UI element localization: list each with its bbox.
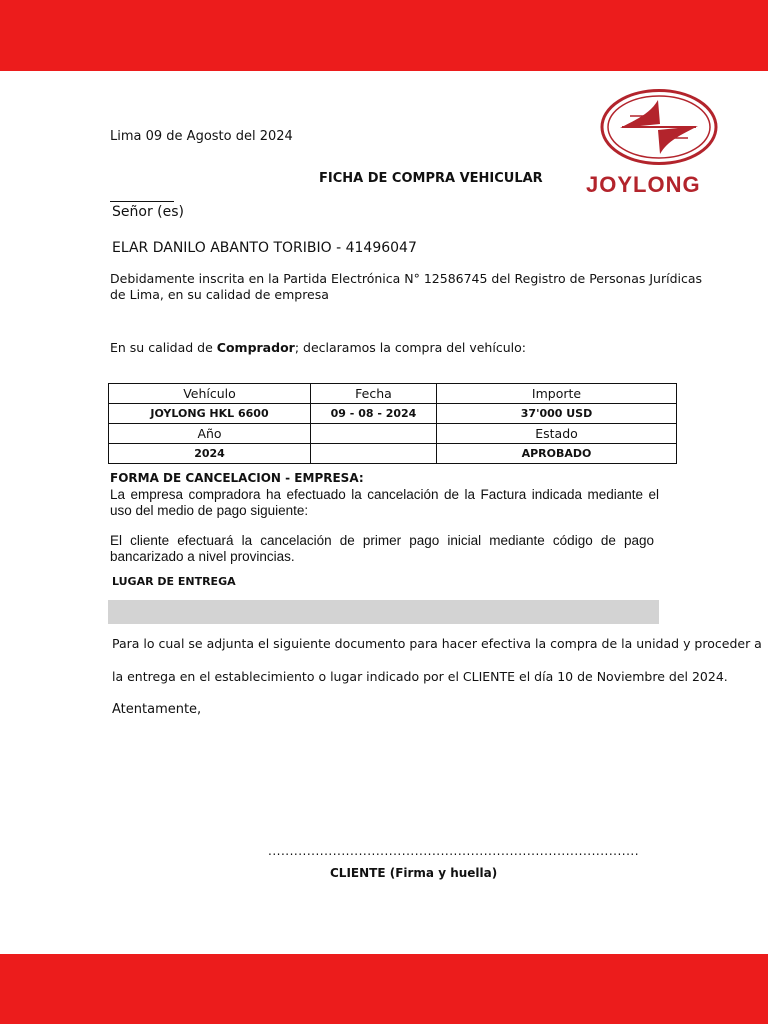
declaration-prefix: En su calidad de (110, 340, 217, 355)
letter-date: Lima 09 de Agosto del 2024 (110, 129, 293, 144)
table-row (109, 444, 677, 464)
logo-wordmark: JOYLONG (586, 172, 701, 197)
salutation-underline (110, 201, 174, 202)
signature-label: CLIENTE (Firma y huella) (330, 866, 498, 880)
cell-anio: 2024 (109, 444, 311, 464)
cell-estado: APROBADO (437, 444, 677, 464)
header-importe: Importe (437, 384, 677, 404)
farewell: Atentamente, (112, 702, 202, 717)
payment-paragraph-1: La empresa compradora ha efectuado la cancelación de la Factura indicada mediante el uso del medio de pago siguiente: (110, 487, 659, 518)
table-row (109, 424, 677, 444)
footer-band (0, 954, 768, 1024)
joylong-logo-icon (600, 88, 718, 166)
header-empty (311, 424, 437, 444)
table-row (109, 384, 677, 404)
cell-empty (311, 444, 437, 464)
cell-fecha: 09 - 08 - 2024 (311, 404, 437, 424)
salutation: Señor (es) (112, 204, 184, 220)
header-fecha: Fecha (311, 384, 437, 404)
inscription-line-2: de Lima, en su calidad de empresa (110, 287, 329, 302)
header-estado: Estado (437, 424, 677, 444)
closing-line-2: la entrega en el establecimiento o lugar indicado por el CLIENTE el día 10 de Noviembre del 2024. (112, 669, 728, 684)
delivery-heading: LUGAR DE ENTREGA (112, 575, 236, 588)
delivery-location-field (108, 600, 659, 624)
header-vehiculo: Vehículo (109, 384, 311, 404)
cell-importe: 37'000 USD (437, 404, 677, 424)
table-row (109, 404, 677, 424)
signature-line: ...................................................................................... (268, 844, 640, 858)
document-title: FICHA DE COMPRA VEHICULAR (319, 171, 543, 186)
closing-line-1: Para lo cual se adjunta el siguiente documento para hacer efectiva la compra de la unidad y proceder a (112, 636, 762, 651)
payment-paragraph-2: El cliente efectuará la cancelación de primer pago inicial mediante código de pago bancarizado a nivel provincias. (110, 533, 654, 564)
header-anio: Año (109, 424, 311, 444)
recipient-name: ELAR DANILO ABANTO TORIBIO - 41496047 (112, 240, 417, 256)
inscription-line-1: Debidamente inscrita en la Partida Electrónica N° 12586745 del Registro de Personas Jurídicas (110, 271, 703, 286)
cell-vehiculo: JOYLONG HKL 6600 (109, 404, 311, 424)
declaration-bold: Comprador (216, 340, 295, 355)
header-band (0, 0, 768, 71)
payment-heading: FORMA DE CANCELACION - EMPRESA: (110, 471, 364, 485)
declaration-suffix: ; declaramos la compra del vehículo: (294, 340, 526, 355)
vehicle-table (108, 383, 677, 464)
declaration-line (110, 340, 526, 355)
